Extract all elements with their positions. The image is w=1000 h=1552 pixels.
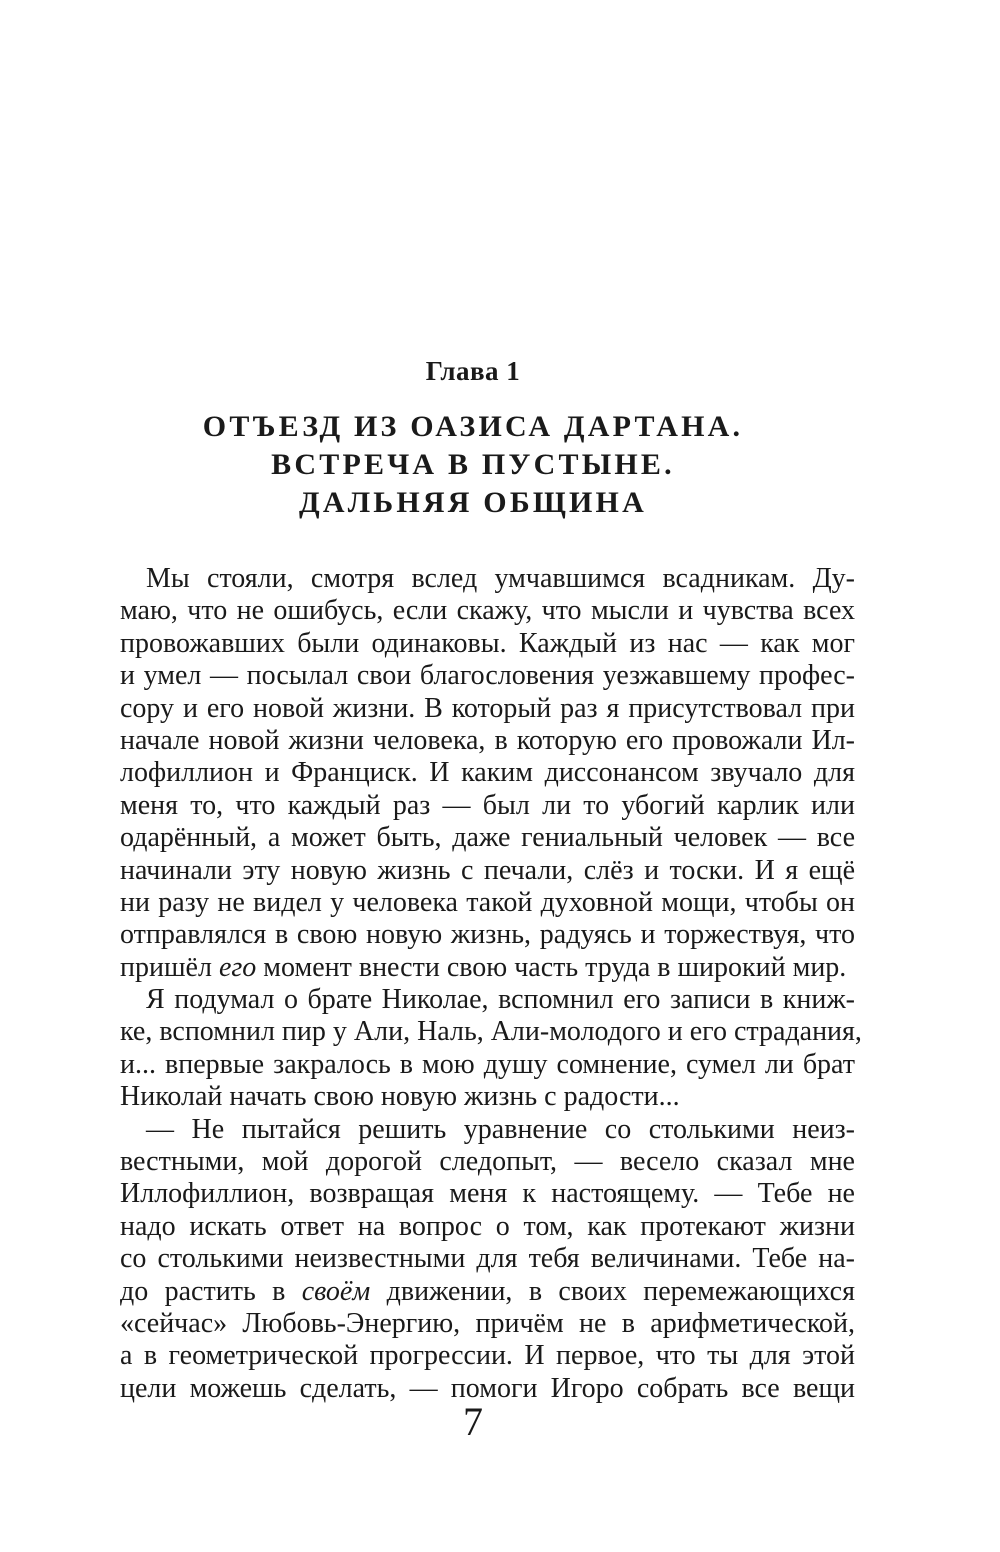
emphasis-text: своём: [301, 1275, 371, 1307]
chapter-label: Глава 1: [425, 356, 521, 386]
text-line: Я подумал о брате Николае, вспомнил его записи в книж-: [146, 984, 855, 1016]
text-line: ни разу не видел у человека такой духовной мощи, чтобы он: [120, 886, 855, 918]
text-line: маю, что не ошибусь, если скажу, что мысли и чувства всех: [120, 595, 855, 627]
text-line: одарённый, а может быть, даже гениальный человек — все: [120, 822, 855, 854]
chapter-title-line: ВСТРЕЧА В ПУСТЫНЕ.: [271, 448, 675, 481]
text-line: Мы стояли, смотря вслед умчавшимся всадникам. Ду-: [146, 563, 855, 594]
text-line: и... впервые закралось в мою душу сомнение, сумел ли брат: [120, 1048, 855, 1080]
text-line: лофиллион и Франциск. И каким диссонансом звучало для: [120, 757, 855, 789]
page-number: 7: [463, 1399, 483, 1444]
text-line: Николай начать свою новую жизнь с радости...: [120, 1081, 680, 1113]
text-line: и умел — посылал свои благословения уезжавшему профес-: [120, 660, 855, 692]
text-fragment: пришёл: [120, 951, 212, 983]
text-line: вестными, мой дорогой следопыт, — весело сказал мне: [120, 1146, 855, 1178]
text-line: цели можешь сделать, — помоги Игоро собрать все вещи: [120, 1372, 855, 1404]
text-line: сору и его новой жизни. В который раз я присутствовал при: [120, 692, 855, 724]
text-line: надо искать ответ на вопрос о том, как протекают жизни: [120, 1210, 855, 1242]
text-line: Иллофиллион, возвращая меня к настоящему. — Тебе не: [120, 1178, 855, 1210]
text-line: [120, 1276, 855, 1308]
text-fragment: до растить в: [120, 1275, 286, 1307]
emphasis-text: его: [218, 951, 257, 983]
text-line: ке, вспомнил пир у Али, Наль, Али-молодого и его страдания,: [120, 1016, 862, 1048]
text-line: [120, 952, 855, 984]
chapter-title: [0, 408, 946, 522]
text-line: провожавших были одинаковы. Каждый из нас — как мог: [120, 627, 855, 659]
text-line: — Не пытайся решить уравнение со столькими неиз-: [146, 1113, 855, 1145]
text-fragment: движении, в своих перемежающихся: [386, 1275, 855, 1307]
text-line: отправлялся в свою новую жизнь, радуясь и торжествуя, что: [120, 919, 855, 951]
text-line: меня то, что каждый раз — был ли то убогий карлик или: [120, 789, 855, 821]
chapter-title-line: ОТЪЕЗД ИЗ ОАЗИСА ДАРТАНА.: [202, 410, 744, 443]
text-line: со столькими неизвестными для тебя величинами. Тебе на-: [120, 1243, 855, 1275]
text-line: «сейчас» Любовь-Энергию, причём не в арифметической,: [120, 1307, 855, 1339]
chapter-title-line: ДАЛЬНЯЯ ОБЩИНА: [299, 486, 647, 519]
body-text: [120, 563, 862, 1405]
text-line: а в геометрической прогрессии. И первое, что ты для этой: [120, 1340, 855, 1372]
text-line: начинали эту новую жизнь с печали, слёз и тоски. И я ещё: [120, 854, 855, 886]
text-fragment: момент внести свою часть труда в широкий мир.: [263, 951, 847, 983]
text-line: начале новой жизни человека, в которую его провожали Ил-: [120, 724, 855, 756]
